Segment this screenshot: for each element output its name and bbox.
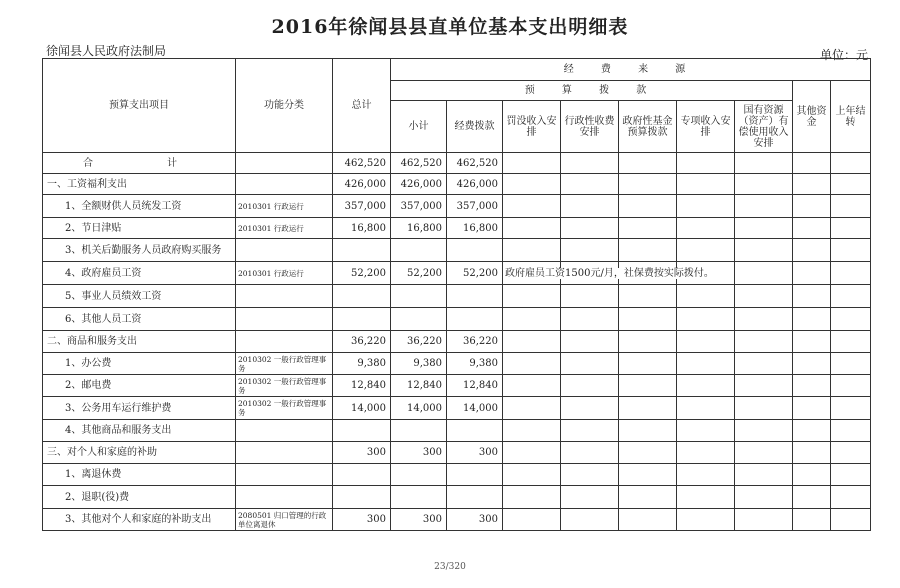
header-budget-grant: 预 算 拨 款 xyxy=(391,81,793,101)
state-assets-cell xyxy=(735,153,793,174)
admin-fees-cell xyxy=(561,464,619,486)
function-code: 2010301 xyxy=(238,201,272,211)
carryover-cell xyxy=(831,285,871,308)
special-income-cell xyxy=(677,174,735,195)
total-value xyxy=(333,308,391,331)
subtotal-value: 300 xyxy=(391,442,447,464)
fines-cell xyxy=(503,353,561,375)
function-name: 一般行政管理事务 xyxy=(238,399,327,417)
table-row xyxy=(43,285,871,308)
fines-cell xyxy=(503,262,714,285)
state-assets-cell xyxy=(735,509,793,531)
function-class xyxy=(236,174,333,195)
total-value: 12,840 xyxy=(333,375,391,397)
gov-fund-cell xyxy=(619,442,677,464)
function-name: 行政运行 xyxy=(273,223,304,233)
gov-fund-cell xyxy=(619,218,677,239)
state-assets-cell xyxy=(735,218,793,239)
total-value xyxy=(333,464,391,486)
function-class xyxy=(236,486,333,509)
item-name: 三、对个人和家庭的补助 xyxy=(43,442,236,464)
admin-fees-cell xyxy=(561,420,619,442)
item-name: 2、退职(役)费 xyxy=(43,486,236,509)
grant-value xyxy=(447,464,503,486)
row-note: 政府雇员工资1500元/月，社保费按实际拨付。 xyxy=(505,267,714,279)
table-row xyxy=(43,420,871,442)
subtotal-value: 462,520 xyxy=(391,153,447,174)
other-funds-cell xyxy=(793,464,831,486)
table-row xyxy=(43,262,871,285)
expenditure-table xyxy=(42,58,871,531)
carryover-cell xyxy=(831,420,871,442)
subtotal-value: 14,000 xyxy=(391,397,447,420)
table-row xyxy=(43,174,871,195)
carryover-cell xyxy=(831,308,871,331)
state-assets-cell xyxy=(735,397,793,420)
carryover-cell xyxy=(831,331,871,353)
total-value: 357,000 xyxy=(333,195,391,218)
other-funds-cell xyxy=(793,285,831,308)
item-name: 6、其他人员工资 xyxy=(43,308,236,331)
grant-value: 300 xyxy=(447,509,503,531)
fines-cell xyxy=(503,331,561,353)
table-row xyxy=(43,239,871,262)
header-subtotal: 小计 xyxy=(391,101,447,153)
grant-value xyxy=(447,486,503,509)
special-income-cell xyxy=(677,486,735,509)
grant-value: 52,200 xyxy=(447,262,503,285)
function-class xyxy=(236,153,333,174)
carryover-cell xyxy=(831,218,871,239)
subtotal-value xyxy=(391,308,447,331)
carryover-cell xyxy=(831,509,871,531)
subtotal-value: 300 xyxy=(391,509,447,531)
fines-cell xyxy=(503,464,561,486)
state-assets-cell xyxy=(735,486,793,509)
item-name: 3、机关后勤服务人员政府购买服务 xyxy=(43,239,236,262)
fines-cell xyxy=(503,195,561,218)
carryover-cell xyxy=(831,442,871,464)
other-funds-cell xyxy=(793,353,831,375)
subtotal-value xyxy=(391,486,447,509)
gov-fund-cell xyxy=(619,420,677,442)
carryover-cell xyxy=(831,397,871,420)
total-value xyxy=(333,239,391,262)
gov-fund-cell xyxy=(619,509,677,531)
grant-value xyxy=(447,285,503,308)
state-assets-cell xyxy=(735,262,793,285)
grant-value xyxy=(447,420,503,442)
table-row xyxy=(43,153,871,174)
function-code: 2010302 xyxy=(238,376,272,386)
carryover-cell xyxy=(831,153,871,174)
state-assets-cell xyxy=(735,464,793,486)
admin-fees-cell xyxy=(561,486,619,509)
item-name: 合 计 xyxy=(43,153,236,174)
total-value: 300 xyxy=(333,509,391,531)
function-class xyxy=(236,285,333,308)
other-funds-cell xyxy=(793,331,831,353)
grant-value: 300 xyxy=(447,442,503,464)
subtotal-value: 52,200 xyxy=(391,262,447,285)
header-other-funds: 其他资金 xyxy=(793,81,831,153)
total-value: 36,220 xyxy=(333,331,391,353)
special-income-cell xyxy=(677,153,735,174)
carryover-cell xyxy=(831,464,871,486)
gov-fund-cell xyxy=(619,195,677,218)
function-code: 2080501 xyxy=(238,510,272,520)
admin-fees-cell xyxy=(561,397,619,420)
table-row xyxy=(43,397,871,420)
gov-fund-cell xyxy=(619,331,677,353)
total-value: 14,000 xyxy=(333,397,391,420)
subtotal-value: 16,800 xyxy=(391,218,447,239)
header-func: 功能分类 xyxy=(236,59,333,153)
state-assets-cell xyxy=(735,174,793,195)
table-row xyxy=(43,308,871,331)
grant-value xyxy=(447,239,503,262)
function-class xyxy=(236,397,333,420)
admin-fees-cell xyxy=(561,442,619,464)
function-code: 2010301 xyxy=(238,268,272,278)
gov-fund-cell xyxy=(619,174,677,195)
function-class xyxy=(236,375,333,397)
function-class xyxy=(236,353,333,375)
subtotal-value: 9,380 xyxy=(391,353,447,375)
state-assets-cell xyxy=(735,285,793,308)
item-name: 1、离退休费 xyxy=(43,464,236,486)
carryover-cell xyxy=(831,262,871,285)
special-income-cell xyxy=(677,353,735,375)
special-income-cell xyxy=(677,285,735,308)
function-class xyxy=(236,442,333,464)
item-name: 1、办公费 xyxy=(43,353,236,375)
function-class xyxy=(236,509,333,531)
special-income-cell xyxy=(677,331,735,353)
gov-fund-cell xyxy=(619,464,677,486)
header-special-income: 专项收入安排 xyxy=(677,101,735,153)
item-name: 1、全额财供人员统发工资 xyxy=(43,195,236,218)
subtotal-value xyxy=(391,239,447,262)
function-class xyxy=(236,308,333,331)
function-name: 一般行政管理事务 xyxy=(238,376,327,395)
function-class xyxy=(236,218,333,239)
total-value: 426,000 xyxy=(333,174,391,195)
special-income-cell xyxy=(677,218,735,239)
other-funds-cell xyxy=(793,442,831,464)
fines-cell xyxy=(503,239,561,262)
function-name: 行政运行 xyxy=(273,201,304,211)
state-assets-cell xyxy=(735,442,793,464)
table-row xyxy=(43,375,871,397)
function-code: 2010302 xyxy=(238,399,272,408)
admin-fees-cell xyxy=(561,331,619,353)
other-funds-cell xyxy=(793,420,831,442)
table-row xyxy=(43,331,871,353)
fines-cell xyxy=(503,420,561,442)
fines-cell xyxy=(503,308,561,331)
function-class xyxy=(236,239,333,262)
other-funds-cell xyxy=(793,239,831,262)
function-class xyxy=(236,195,333,218)
grant-value: 426,000 xyxy=(447,174,503,195)
function-name: 一般行政管理事务 xyxy=(238,354,327,373)
total-value: 52,200 xyxy=(333,262,391,285)
carryover-cell xyxy=(831,486,871,509)
fines-cell xyxy=(503,285,561,308)
gov-fund-cell xyxy=(619,375,677,397)
admin-fees-cell xyxy=(561,353,619,375)
gov-fund-cell xyxy=(619,153,677,174)
grant-value: 12,840 xyxy=(447,375,503,397)
gov-fund-cell xyxy=(619,353,677,375)
fines-cell xyxy=(503,397,561,420)
header-state-assets: 国有资源（资产）有偿使用收入安排 xyxy=(735,101,793,153)
special-income-cell xyxy=(677,195,735,218)
page-number: 23/320 xyxy=(434,562,466,572)
special-income-cell xyxy=(677,375,735,397)
function-class xyxy=(236,464,333,486)
header-funding-source: 经 费 来 源 xyxy=(391,59,871,81)
item-name: 2、节日津贴 xyxy=(43,218,236,239)
other-funds-cell xyxy=(793,218,831,239)
admin-fees-cell xyxy=(561,509,619,531)
function-code: 2010302 xyxy=(238,354,272,364)
subtotal-value xyxy=(391,420,447,442)
header-total: 总计 xyxy=(333,59,391,153)
other-funds-cell xyxy=(793,509,831,531)
special-income-cell xyxy=(677,308,735,331)
header-item: 预算支出项目 xyxy=(43,59,236,153)
table-row xyxy=(43,353,871,375)
other-funds-cell xyxy=(793,174,831,195)
grant-value: 36,220 xyxy=(447,331,503,353)
total-value: 9,380 xyxy=(333,353,391,375)
header-fund-grant: 经费拨款 xyxy=(447,101,503,153)
table-row xyxy=(43,486,871,509)
header-gov-fund: 政府性基金预算拨款 xyxy=(619,101,677,153)
total-value: 462,520 xyxy=(333,153,391,174)
admin-fees-cell xyxy=(561,218,619,239)
state-assets-cell xyxy=(735,239,793,262)
item-name: 3、其他对个人和家庭的补助支出 xyxy=(43,509,236,531)
special-income-cell xyxy=(677,420,735,442)
carryover-cell xyxy=(831,239,871,262)
other-funds-cell xyxy=(793,486,831,509)
fines-cell xyxy=(503,442,561,464)
state-assets-cell xyxy=(735,195,793,218)
total-value: 16,800 xyxy=(333,218,391,239)
subtotal-value xyxy=(391,285,447,308)
admin-fees-cell xyxy=(561,195,619,218)
function-class xyxy=(236,262,333,285)
admin-fees-cell xyxy=(561,375,619,397)
other-funds-cell xyxy=(793,262,831,285)
function-name: 行政运行 xyxy=(273,268,304,278)
function-code: 2010301 xyxy=(238,223,272,233)
fines-cell xyxy=(503,486,561,509)
subtotal-value xyxy=(391,464,447,486)
header-admin-fees: 行政性收费安排 xyxy=(561,101,619,153)
grant-value xyxy=(447,308,503,331)
item-name: 一、工资福利支出 xyxy=(43,174,236,195)
item-name: 2、邮电费 xyxy=(43,375,236,397)
total-value: 300 xyxy=(333,442,391,464)
item-name: 4、其他商品和服务支出 xyxy=(43,420,236,442)
organization-name: 徐闻县人民政府法制局 xyxy=(46,44,167,58)
subtotal-value: 357,000 xyxy=(391,195,447,218)
grant-value: 9,380 xyxy=(447,353,503,375)
function-class xyxy=(236,331,333,353)
item-name: 二、商品和服务支出 xyxy=(43,331,236,353)
page-title: 2016年徐闻县县直单位基本支出明细表 xyxy=(271,16,629,38)
function-class xyxy=(236,420,333,442)
other-funds-cell xyxy=(793,153,831,174)
special-income-cell xyxy=(677,442,735,464)
item-name: 4、政府雇员工资 xyxy=(43,262,236,285)
gov-fund-cell xyxy=(619,285,677,308)
admin-fees-cell xyxy=(561,153,619,174)
state-assets-cell xyxy=(735,308,793,331)
state-assets-cell xyxy=(735,420,793,442)
header-fines-income: 罚没收入安排 xyxy=(503,101,561,153)
table-row xyxy=(43,442,871,464)
fines-cell xyxy=(503,174,561,195)
table-row xyxy=(43,218,871,239)
admin-fees-cell xyxy=(561,308,619,331)
state-assets-cell xyxy=(735,353,793,375)
state-assets-cell xyxy=(735,331,793,353)
fines-cell xyxy=(503,509,561,531)
total-value xyxy=(333,486,391,509)
carryover-cell xyxy=(831,174,871,195)
grant-value: 357,000 xyxy=(447,195,503,218)
gov-fund-cell xyxy=(619,239,677,262)
subtotal-value: 12,840 xyxy=(391,375,447,397)
item-name: 5、事业人员绩效工资 xyxy=(43,285,236,308)
special-income-cell xyxy=(677,509,735,531)
grant-value: 16,800 xyxy=(447,218,503,239)
fines-cell xyxy=(503,153,561,174)
admin-fees-cell xyxy=(561,239,619,262)
other-funds-cell xyxy=(793,308,831,331)
gov-fund-cell xyxy=(619,397,677,420)
subtotal-value: 426,000 xyxy=(391,174,447,195)
subtotal-value: 36,220 xyxy=(391,331,447,353)
unit-label: 单位：元 xyxy=(819,48,868,62)
carryover-cell xyxy=(831,353,871,375)
header-carryover: 上年结转 xyxy=(831,81,871,153)
gov-fund-cell xyxy=(619,486,677,509)
other-funds-cell xyxy=(793,195,831,218)
other-funds-cell xyxy=(793,397,831,420)
total-value xyxy=(333,420,391,442)
admin-fees-cell xyxy=(561,174,619,195)
carryover-cell xyxy=(831,195,871,218)
fines-cell xyxy=(503,375,561,397)
fines-cell xyxy=(503,218,561,239)
other-funds-cell xyxy=(793,375,831,397)
special-income-cell xyxy=(677,239,735,262)
grant-value: 14,000 xyxy=(447,397,503,420)
state-assets-cell xyxy=(735,375,793,397)
item-name: 3、公务用车运行维护费 xyxy=(43,397,236,420)
special-income-cell xyxy=(677,397,735,420)
table-row xyxy=(43,509,871,531)
special-income-cell xyxy=(677,464,735,486)
carryover-cell xyxy=(831,375,871,397)
admin-fees-cell xyxy=(561,285,619,308)
gov-fund-cell xyxy=(619,308,677,331)
grant-value: 462,520 xyxy=(447,153,503,174)
table-row xyxy=(43,464,871,486)
function-name: 归口管理的行政单位离退休 xyxy=(238,510,327,529)
total-value xyxy=(333,285,391,308)
table-row xyxy=(43,195,871,218)
